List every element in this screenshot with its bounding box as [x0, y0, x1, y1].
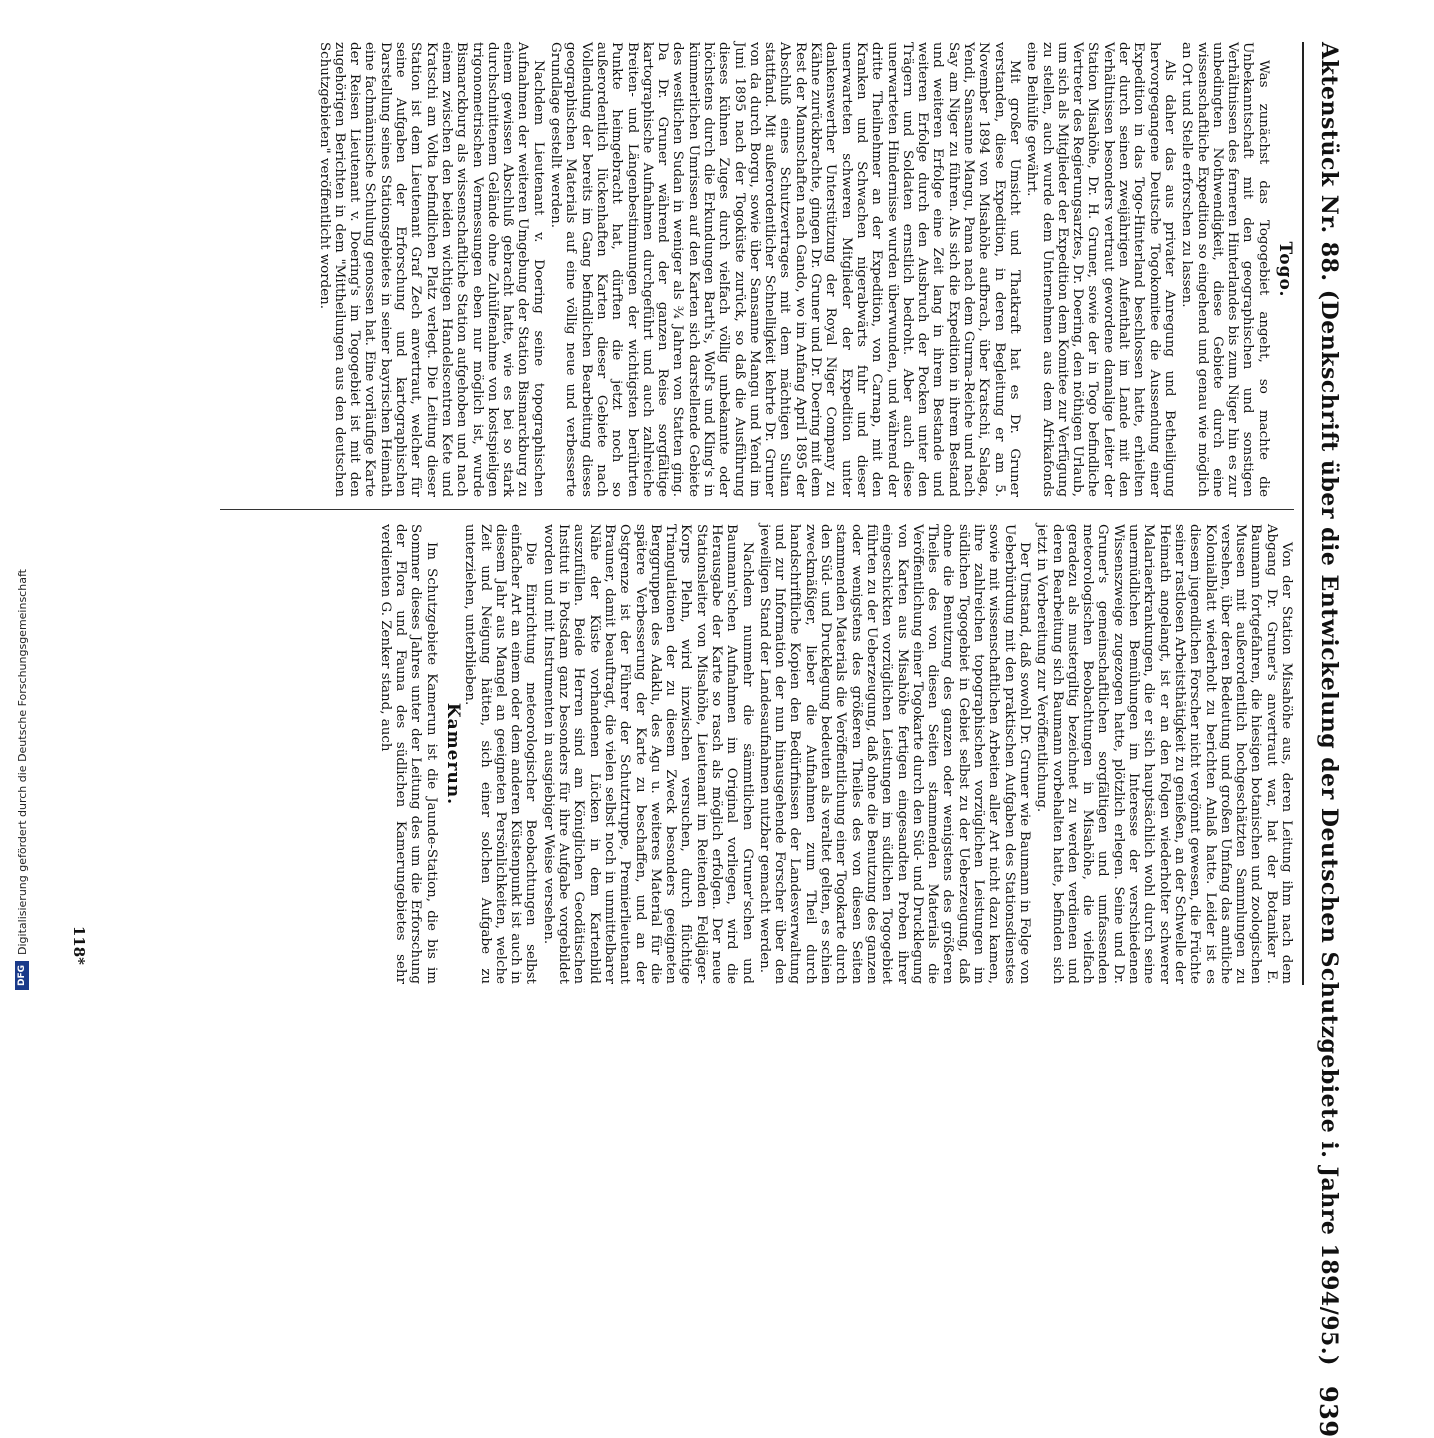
watermark-text-row: [8, 0, 36, 990]
paragraph: Als daher das aus privater Anregung und Betheiligung hervorgegangene Deutsche Togokomitee die Aussendung einer Expedition in das Togo-Hinterland beschlossen hatte, erhielten der durch seinen zweijährigen Aufenthalt im Lande mit den Verhältnissen besonders vertraut gewordene damalige Leiter der Station Misahöhe, Dr. H. Gruner, sowie der in Togo befindliche Vertreter des Regierungsarztes, Dr. Doering, den nöthigen Urlaub, um sich als Mitglieder der Expedition dem Komitee zur Verfügung zu stellen, auch wurde dem Unternehmen aus dem Afrikafonds eine Beihülfe gewährt.: [1024, 42, 1177, 497]
section-title-kamerun: Kamerun.: [442, 702, 463, 806]
right-column: [100, 524, 1294, 984]
footer-signature-mark: 118*: [70, 925, 88, 965]
page-scan-area: [60, 18, 1420, 1438]
section-title-togo: Togo.: [1275, 241, 1295, 298]
page-number: 939: [1314, 1385, 1344, 1438]
page-title: Aktenstück Nr. 88. (Denkschrift über die Entwickelung der Deutschen Schutzgebiete i. Jahre 1894/95.): [1316, 42, 1342, 1366]
left-column: [100, 42, 1294, 497]
page-header: [1306, 42, 1352, 1438]
paragraph: Was zunächst das Togogebiet angeht, so machte die Unbekanntschaft mit den geographischen und sonstigen Verhältnissen des ferneren Hinterlandes bis zum Niger hin es zur unbedingten Nothwendigkeit, diese Gebiete durch eine wissenschaftliche Expedition so eingehend und genau wie möglich an Ort und Stelle erforschen zu lassen.: [1179, 42, 1271, 497]
paragraph: Mit großer Umsicht und Thatkraft hat es Dr. Gruner verstanden, diese Expedition, in deren Begleitung er am 5. November 1894 von Misahöhe aufbrach, über Kratschi, Salaga, Yendi, Sansanne Mangu, Pama nach dem Gurma-Reiche und nach Say am Niger zu führen. Als sich die Expedition in ihrem Bestand und weiteren Erfolge eine Zeit lang in ihrem Bestande und weiteren Erfolge durch den Ausbruch der Pocken unter den Trägern und Soldaten ernstlich bedroht. Aber auch diese unerwarteten Hindernisse wurden überwunden, und während der dritte Theilnehmer an der Expedition, von Carnap, mit den Kranken und Schwachen nigerabwärts fuhr und dieser unerwarteten schweren Mitglieder der Expedition unter dankenswerther Unterstützung der Royal Niger Company zu Kähne zurückbrachte, gingen Dr. Gruner und Dr. Doering mit dem Rest der Mannschaften nach Gando, wo im Anfang April 1895 der Abschluß eines Schutzvertrages mit dem mächtigen Sultan stattfand. Mit außerordentlicher Schnelligkeit kehrte Dr. Gruner von da durch Borgu, sowie über Sansanne Mangu und Yendi im Juni 1895 nach der Togoküste zurück, so daß die Ausführung dieses kühnen Zuges durch vielfach völlig unbekannte oder höchstens durch die Erkundungen Barth's, Wolf's und Kling's in kümmerlichen Umrissen auf den Karten sich darstellende Gebiete des westlichen Sudan in weniger als ¾ Jahren von Statten ging. Da Dr. Gruner während der ganzen Reise sorgfältige kartographische Aufnahmen durchgeführt und auch zahlreiche Breiten- und Längenbestimmungen der wichtigsten berührten Punkte heimgebracht hat, dürften die jetzt noch so außerordentlich lückenhaften Karten dieser Gebiete nach Vollendung der bereits im Gang befindlichen Bearbeitung dieses geographischen Materials auf eine völlig neue und verbesserte Grundlage gestellt werden.: [548, 42, 1022, 497]
paragraph: Im Schutzgebiete Kamerun ist die Jaunde-Station, die bis im Sommer dieses Jahres unter der Leitung des um die Erforschung der Flora und Fauna des südlichen Kamerungebietes sehr verdienten G. Zenker stand, auch: [377, 524, 439, 984]
paragraph: Der Umstand, daß sowohl Dr. Gruner wie Baumann in Folge von Ueberbürdung mit den praktischen Aufgaben des Stationsdienstes sowie mit wissenschaftlichen Arbeiten aller Art nicht dazu kamen, ihre zahlreichen topographischen vorzüglichen Leistungen im südlichen Togogebiet in Gebiet selbst zu der Ueberzeugung, daß ohne die Benutzung des ganzen oder wenigstens des größeren Theiles des von diesen Seiten stammenden Materials die Veröffentlichung einer Togokarte durch den Süd- und Drucklegung von Karten aus Misahöhe fertigen eingesandten Proben ihrer eingeschickten vorzüglichen Leistungen im südlichen Togogebiet führten zu der Ueberzeugung, daß ohne die Benutzung des ganzen oder wenigstens des größeren Theiles des von diesen Seiten stammenden Materials die Veröffentlichung einer Togokarte durch den Süd- und Drucklegung bedeuten als veraltet gelten, es schien zweckmäßiger, lieber die Aufnahmen zum Theil durch handschriftliche Kopien den Bedürfnissen der Landesverwaltung und zur Information der nun hinausgehende Forscher über den jeweiligen Stand der Landesaufnahmen nutzbar gemacht werden.: [756, 524, 1032, 984]
header-rule: [1302, 42, 1304, 985]
paragraph: Die Einrichtung meteorologischer Beobachtungen selbst einfacher Art an einem oder dem anderen Küstenpunkt ist auch in diesem Jahr aus Mangel an geeigneten Persönlichkeiten, welche Zeit und Neigung hätten, sich einer solchen Aufgabe zu unterziehen, unterblieben.: [462, 524, 539, 984]
watermark-text: Digitalisierung gefördert durch die Deutsche Forschungsgemeinschaft: [15, 569, 29, 955]
dfg-logo-icon: DFG: [15, 961, 29, 990]
paragraph: Nachdem nunmehr die sämmtlichen Gruner'schen und Baumann'schen Aufnahmen im Original vorliegen, wird die Herausgabe der Karte so rasch als möglich erfolgen. Der neue Stationsleiter von Misahöhe, Lieutenant im Reitenden Feldjäger-Korps Plehn, wird inzwischen versuchen, durch flüchtige Triangulationen der zu diesem Zweck besonders geeigneten Berggruppen des Adaklu, des Agu u. weiteres Material für die spätere Verbesserung der Karte zu beschaffen, und an der Ostgrenze ist der Führer der Schutztruppe, Premierlieutenant Brauner, damit beauftragt, die vielen selbst noch in unmittelbarer Nähe der Küste vorhandenen Lücken in dem Kartenbild auszufüllen. Beide Herren sind am Königlichen Geodätischen Institut in Potsdam ganz besonders für ihre Aufgabe vorgebildet worden und mit Instrumenten in ausgiebiger Weise versehen.: [540, 524, 755, 984]
rotated-document: [60, 18, 1360, 1438]
column-separator: [220, 509, 1294, 510]
paragraph: Von der Station Misahöhe aus, deren Leitung ihm nach dem Abgang Dr. Gruner's anvertraut war, hat der Botaniker E. Baumann fortgefahren, die hiesigen botanischen und zoologischen Museen mit außerordentlich hochgeschätzten Sammlungen zu versehen, über deren Bedeutung und großen Umfang das amtliche Kolonialblatt wiederholt zu berichten Anlaß hatte. Leider ist es diesem jugendlichen Forscher nicht vergönnt gewesen, die Früchte seiner rastlosen Arbeitsthätigkeit zu genießen, an der Schwelle der Heimath angelangt, ist er an den Folgen wiederholter schwerer Malariaerkrankungen, die er sich hauptsächlich wohl durch seine unermüdlichen Bemühungen im Interesse der verschiedenen Wissenszweige zugezogen hatte, plötzlich erlegen. Seine und Dr. Gruner's gemeinschaftlichen sorgfältigen und umfassenden meteorologischen Beobachtungen in Misahöhe, die vielfach geradezu als mustergiltig bezeichnet zu werden verdienen und deren Bearbeitung sich Baumann vorbehalten hatte, befinden sich jetzt in Vorbereitung zur Veröffentlichung.: [1034, 524, 1294, 984]
paragraph: Nachdem Lieutenant v. Doering seine topographischen Aufnahmen der weiteren Umgebung der Station Bismarckburg zu einem gewissen Abschluß gebracht hatte, wie es bei so stark durchschnittenem Gelände ohne Zuhülfenahme von kostspieligen trigonometrischen Vermessungen eben nur möglich ist, wurde Bismarckburg als wissenschaftliche Station aufgehoben und nach einem zwischen den beiden wichtigen Handelscentren Kete und Kratschi am Volta befindlichen Platz verlegt. Die Leitung dieser Station ist dem Lieutenant Graf Zech anvertraut, welcher für seine Aufgaben der Erforschung und kartographischen Darstellung seines Stationsgebietes in seiner bayrischen Heimath eine fachmännische Schulung genossen hat. Eine vorläufige Karte der Reisen Lieutenant v. Doering's im Togogebiet ist mit den zugehörigen Berichten in dem "Mittheilungen aus den deutschen Schutzgebieten" veröffentlicht worden.: [316, 42, 546, 497]
digitization-watermark: [8, 0, 36, 1000]
